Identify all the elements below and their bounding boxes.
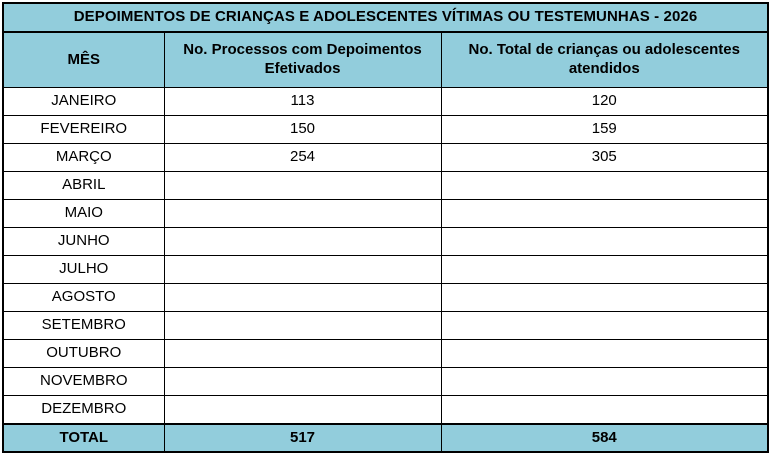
month-cell: JANEIRO [3, 88, 164, 116]
month-cell: AGOSTO [3, 284, 164, 312]
month-cell: SETEMBRO [3, 312, 164, 340]
table-row [3, 200, 768, 228]
processos-cell: 150 [164, 116, 441, 144]
month-cell: NOVEMBRO [3, 368, 164, 396]
table-row [3, 88, 768, 116]
table-body [3, 88, 768, 425]
month-cell: OUTUBRO [3, 340, 164, 368]
processos-cell [164, 256, 441, 284]
atendidos-cell [441, 396, 768, 425]
atendidos-cell [441, 312, 768, 340]
column-header-processos: No. Processos com Depoimentos Efetivados [164, 32, 441, 88]
atendidos-cell [441, 200, 768, 228]
month-cell: DEZEMBRO [3, 396, 164, 425]
table-row [3, 284, 768, 312]
atendidos-cell: 159 [441, 116, 768, 144]
atendidos-cell: 120 [441, 88, 768, 116]
processos-cell [164, 228, 441, 256]
atendidos-cell [441, 256, 768, 284]
processos-cell [164, 396, 441, 425]
column-header-atendidos: No. Total de crianças ou adolescentes atendidos [441, 32, 768, 88]
month-cell: JUNHO [3, 228, 164, 256]
table-total-row [3, 424, 768, 452]
atendidos-cell [441, 172, 768, 200]
table-title-row [3, 3, 768, 32]
depoimentos-table-container [2, 2, 769, 453]
table-row [3, 228, 768, 256]
processos-cell: 113 [164, 88, 441, 116]
table-row [3, 116, 768, 144]
atendidos-cell [441, 340, 768, 368]
atendidos-cell [441, 228, 768, 256]
total-label: TOTAL [3, 424, 164, 452]
processos-cell [164, 172, 441, 200]
processos-cell [164, 312, 441, 340]
table-row [3, 340, 768, 368]
column-header-mes: MÊS [3, 32, 164, 88]
processos-cell [164, 200, 441, 228]
table-header-row [3, 32, 768, 88]
table-row [3, 256, 768, 284]
atendidos-cell: 305 [441, 144, 768, 172]
table-title: DEPOIMENTOS DE CRIANÇAS E ADOLESCENTES VÍTIMAS OU TESTEMUNHAS - 2026 [3, 3, 768, 32]
processos-cell: 254 [164, 144, 441, 172]
total-processos: 517 [164, 424, 441, 452]
table-row [3, 172, 768, 200]
table-row [3, 144, 768, 172]
atendidos-cell [441, 284, 768, 312]
processos-cell [164, 340, 441, 368]
month-cell: MAIO [3, 200, 164, 228]
atendidos-cell [441, 368, 768, 396]
month-cell: FEVEREIRO [3, 116, 164, 144]
month-cell: MARÇO [3, 144, 164, 172]
processos-cell [164, 368, 441, 396]
month-cell: ABRIL [3, 172, 164, 200]
processos-cell [164, 284, 441, 312]
total-atendidos: 584 [441, 424, 768, 452]
month-cell: JULHO [3, 256, 164, 284]
depoimentos-table [2, 2, 769, 453]
table-row [3, 368, 768, 396]
table-row [3, 396, 768, 425]
table-row [3, 312, 768, 340]
